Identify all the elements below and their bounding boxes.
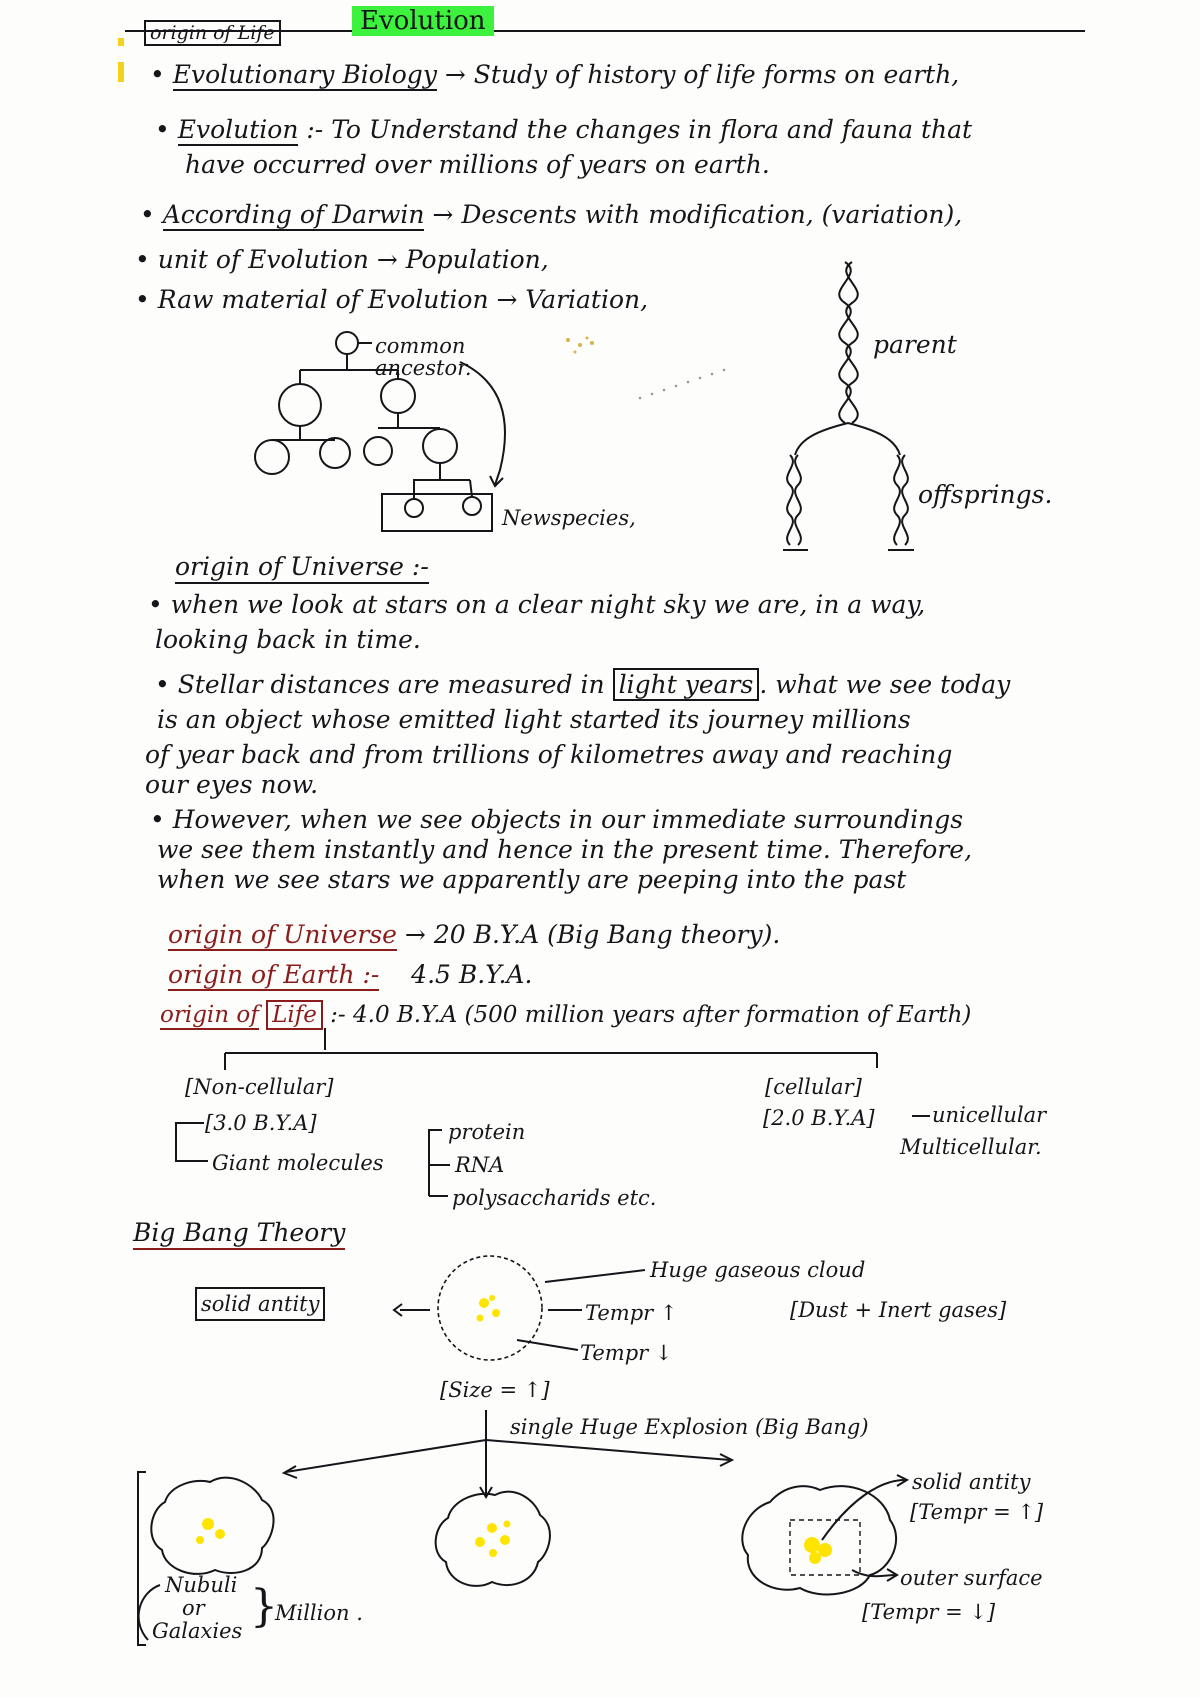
giant-molecules: Giant molecules: [212, 1151, 384, 1175]
unicellular: unicellular: [932, 1103, 1047, 1127]
universe-p2-pre: Stellar distances are measured in: [177, 670, 605, 699]
universe-p1-text1: when we look at stars on a clear night sky we are, in a way,: [170, 590, 926, 619]
label-new-species: Newspecies,: [502, 506, 636, 530]
term-unit: unit of Evolution: [157, 245, 369, 274]
universe-p3-line3: when we see stars we apparently are peeping into the past: [157, 865, 907, 894]
timeline-earth-value: 4.5 B.Y.A.: [411, 960, 533, 989]
universe-p3-line1: • However, when we see objects in our immediate surroundings: [150, 805, 964, 834]
non-cellular-age: [3.0 B.Y.A]: [205, 1111, 317, 1135]
label-nebula: Nubuli: [165, 1573, 238, 1597]
cloud-composition: [Dust + Inert gases]: [790, 1298, 1007, 1322]
label-common-ancestor: common ancestor.: [375, 334, 472, 380]
solid-entity-cloud: [742, 1486, 896, 1594]
molecule-polysaccharides: polysaccharids etc.: [452, 1186, 657, 1210]
temp-low: [Tempr = ↓]: [862, 1600, 996, 1624]
galaxy-cloud: [436, 1492, 550, 1586]
dna-helix: [783, 262, 914, 550]
huge-gaseous-cloud: Huge gaseous cloud: [650, 1258, 866, 1282]
molecule-rna: RNA: [455, 1153, 505, 1177]
label-or: or: [182, 1596, 205, 1620]
def-raw-material: Variation,: [525, 285, 649, 314]
cellular-age: [2.0 B.Y.A]: [763, 1106, 875, 1130]
universe-p1-line1: • when we look at stars on a clear night sky we are, in a way,: [148, 590, 926, 619]
big-bang-heading: Big Bang Theory: [133, 1218, 345, 1250]
multicellular: Multicellular.: [900, 1135, 1042, 1159]
timeline-earth-label: origin of Earth :-: [168, 960, 380, 989]
solid-entity-box: solid antity: [195, 1287, 325, 1321]
non-cellular: [Non-cellular]: [185, 1075, 334, 1099]
universe-p3-text1: However, when we see objects in our immediate surroundings: [172, 805, 964, 834]
size-increase: [Size = ↑]: [440, 1378, 550, 1402]
label-parent: parent: [873, 330, 957, 359]
term-evolution: Evolution: [177, 115, 299, 144]
temp-down: Tempr ↓: [580, 1341, 673, 1365]
bullet-evolutionary-biology: • Evolutionary Biology → Study of history of life forms on earth,: [150, 60, 960, 89]
bullet-evolution: • Evolution :- To Understand the changes in flora and fauna that: [155, 115, 973, 144]
outer-surface: outer surface: [900, 1566, 1043, 1590]
universe-p2-line3: of year back and from trillions of kilometres away and reaching: [145, 740, 953, 769]
term-darwin: According of Darwin: [162, 200, 425, 229]
term-raw-material: Raw material of Evolution: [157, 285, 489, 314]
timeline-universe-label: origin of Universe: [168, 920, 397, 949]
term-evolutionary-biology: Evolutionary Biology: [172, 60, 437, 89]
timeline-life-label: origin of: [160, 1002, 259, 1028]
page-title: Evolution: [352, 6, 494, 36]
def-evolution: To Understand the changes in flora and fauna that: [331, 115, 973, 144]
timeline-life-value: 4.0 B.Y.A (500 million years after formation of Earth): [353, 1002, 972, 1028]
timeline-life-boxed: Life: [266, 1000, 323, 1030]
universe-p2-line4: our eyes now.: [145, 770, 319, 799]
gaseous-cloud: [438, 1256, 542, 1360]
timeline-earth: [168, 960, 532, 990]
label-offsprings: offsprings.: [918, 480, 1053, 509]
universe-p1-line2: looking back in time.: [155, 625, 421, 654]
molecule-protein: protein: [448, 1120, 526, 1144]
section-tag: origin of Life: [144, 20, 281, 46]
big-bang-explosion: single Huge Explosion (Big Bang): [510, 1415, 869, 1439]
temp-high: [Tempr = ↑]: [910, 1500, 1044, 1524]
universe-p3-line2: we see them instantly and hence in the present time. Therefore,: [157, 835, 973, 864]
def-unit: Population,: [405, 245, 549, 274]
universe-p2-line2: is an object whose emitted light started its journey millions: [157, 705, 911, 734]
boxed-light-years: light years: [613, 668, 760, 701]
bullet-raw-material: • Raw material of Evolution → Variation,: [135, 285, 649, 314]
solid-entity-2: solid antity: [912, 1470, 1031, 1494]
bullet-unit: • unit of Evolution → Population,: [135, 245, 549, 274]
cellular: [cellular]: [765, 1075, 862, 1099]
universe-p2-post: . what we see today: [759, 670, 1011, 699]
universe-heading: origin of Universe :-: [175, 552, 429, 584]
label-million: Million .: [275, 1601, 363, 1625]
def-darwin: Descents with modification, (variation),: [461, 200, 963, 229]
temp-up: Tempr ↑: [585, 1301, 678, 1325]
bullet-darwin: • According of Darwin → Descents with modification, (variation),: [140, 200, 963, 229]
brace: }: [250, 1581, 278, 1632]
timeline-universe: origin of Universe → 20 B.Y.A (Big Bang theory).: [168, 920, 781, 949]
label-galaxies: Galaxies: [152, 1619, 243, 1643]
universe-p2-line1: • Stellar distances are measured in light years . what we see today: [155, 670, 1011, 699]
timeline-life: origin of Life :- 4.0 B.Y.A (500 million years after formation of Earth): [160, 1002, 972, 1028]
def-evolution-line2: have occurred over millions of years on earth.: [185, 150, 770, 179]
timeline-universe-value: 20 B.Y.A (Big Bang theory).: [433, 920, 781, 949]
def-evolutionary-biology: Study of history of life forms on earth,: [473, 60, 960, 89]
